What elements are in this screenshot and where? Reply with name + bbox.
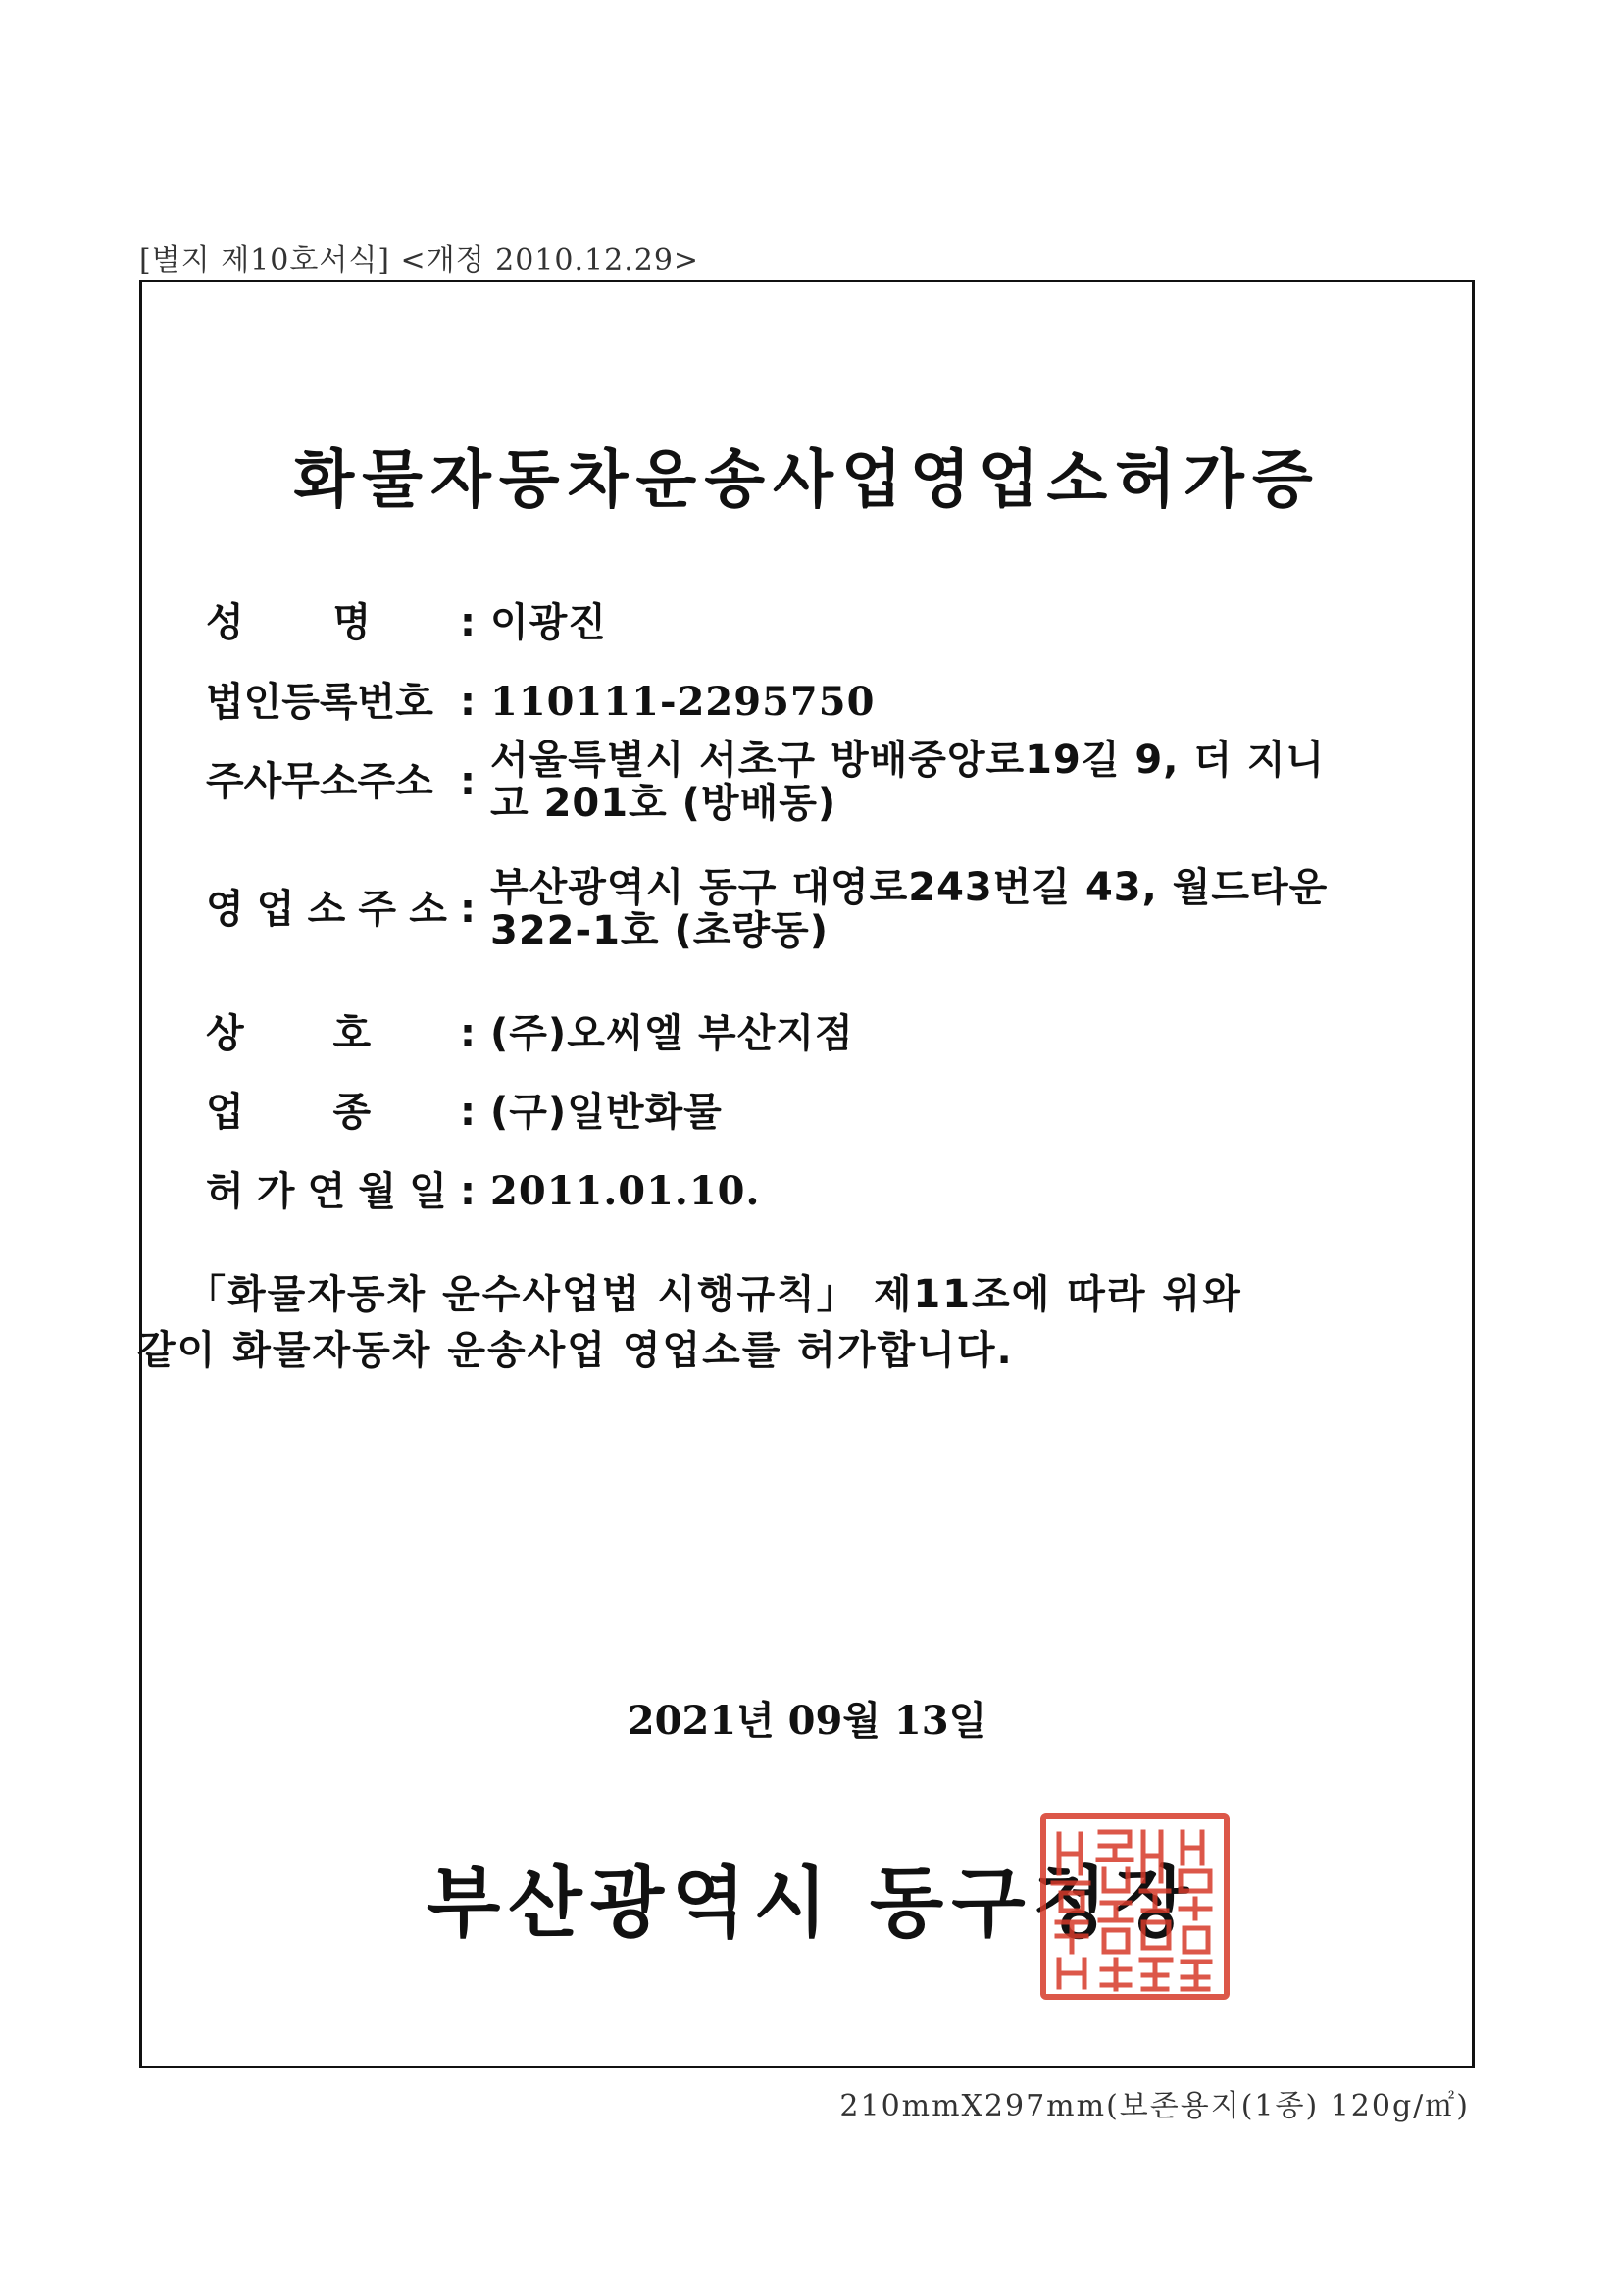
- field-corp-reg-number-label: 법인등록번호 :: [206, 680, 476, 725]
- field-branch-address-label: 영 업 소 주 소 :: [206, 887, 476, 932]
- field-trade-name-label: 상 호 :: [206, 1011, 476, 1056]
- form-number: [별지 제10호서식] <개정 2010.12.29>: [139, 243, 700, 278]
- field-name: [206, 601, 1353, 644]
- field-business-type-label: 업 종 :: [206, 1090, 476, 1135]
- field-corp-reg-number-value: 110111-2295750: [490, 679, 876, 725]
- field-trade-name: [206, 1012, 1353, 1055]
- field-corp-reg-number: [206, 681, 1353, 724]
- issue-date: 2021년 09월 13일: [627, 1698, 987, 1744]
- field-branch-address: [206, 866, 1353, 952]
- field-business-type-value: (구)일반화물: [490, 1090, 723, 1135]
- field-business-type: [206, 1091, 1353, 1134]
- field-permit-date: [206, 1170, 1353, 1213]
- field-head-office-address-value: 서울특별시 서초구 방배중앙로19길 9, 더 지니 고 201호 (방배동): [490, 738, 1326, 826]
- field-branch-address-value: 부산광역시 동구 대영로243번길 43, 월드타운 322-1호 (초량동): [490, 865, 1329, 953]
- body-text-line-2: 같이 화물자동차 운송사업 영업소를 허가합니다.: [137, 1328, 1014, 1373]
- field-name-value: 이광진: [490, 600, 607, 645]
- official-seal: [1039, 1812, 1231, 2001]
- field-head-office-address: [206, 739, 1353, 825]
- document-title: 화물자동차운송사업영업소허가증: [293, 444, 1321, 517]
- field-trade-name-value: (주)오씨엘 부산지점: [490, 1011, 854, 1056]
- issuer-name: 부산광역시 동구청장: [427, 1860, 1197, 1948]
- field-permit-date-label: 허 가 연 월 일 :: [206, 1169, 476, 1214]
- certificate-frame: [139, 280, 1475, 2068]
- body-text-line-1: 「화물자동차 운수사업법 시행규칙」 제11조에 따라 위와: [186, 1272, 1242, 1317]
- field-head-office-address-label: 주사무소주소 :: [206, 759, 476, 804]
- paper-spec: 210mmX297mm(보존용지(1종) 120g/㎡): [839, 2089, 1470, 2123]
- field-permit-date-value: 2011.01.10.: [490, 1168, 761, 1214]
- field-name-label: 성 명 :: [206, 600, 476, 645]
